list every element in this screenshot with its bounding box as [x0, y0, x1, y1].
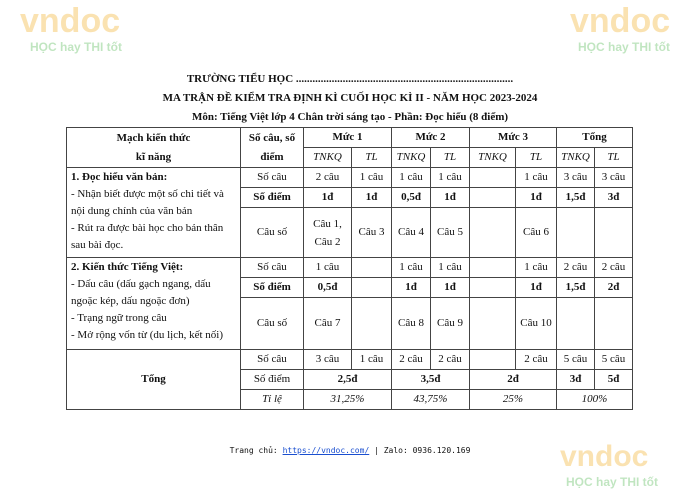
cell [557, 208, 595, 258]
cell: Câu 7 [304, 298, 352, 350]
cell: Câu 4 [392, 208, 431, 258]
header-skill-line1: Mạch kiến thức [116, 131, 191, 144]
cell: 1 câu [392, 258, 431, 278]
cell [352, 258, 392, 278]
watermark-slogan: HỌC hay THI tốt [578, 40, 670, 54]
footer-contact: | Zalo: 0936.120.169 [369, 446, 471, 455]
cell: 1đ [431, 278, 470, 298]
cell: 5đ [595, 370, 633, 390]
section1-title: 1. Đọc hiểu văn bản: [71, 171, 168, 183]
cell: 1 câu [431, 168, 470, 188]
cell: 1đ [392, 278, 431, 298]
cell: 1,5đ [557, 278, 595, 298]
table-row [67, 168, 633, 188]
cell: 0,5đ [392, 188, 431, 208]
cell [595, 298, 633, 350]
cell [470, 188, 516, 208]
cell: Số câu [241, 168, 304, 188]
header-count-line2: điểm [260, 150, 284, 163]
cell: 2 câu [304, 168, 352, 188]
cell [470, 208, 516, 258]
cell: 1 câu [392, 168, 431, 188]
watermark-logo: vndoc [570, 2, 671, 40]
header-tl: TL [595, 148, 633, 168]
cell: 0,5đ [304, 278, 352, 298]
header-total: Tổng [557, 128, 633, 148]
section1-item: - Rút ra được bài học cho bản thân sau bài đọc. [71, 222, 224, 251]
cell: Tỉ lệ [241, 390, 304, 410]
header-level3: Mức 3 [470, 128, 557, 148]
cell: Câu 3 [352, 208, 392, 258]
section2-item: - Mở rộng vốn từ (du lịch, kết nối) [71, 329, 224, 341]
cell: Số điểm [241, 278, 304, 298]
cell [470, 350, 516, 370]
cell: Câu 9 [431, 298, 470, 350]
section1-item: - Nhận biết được một số chi tiết và nội dung chính của văn bản [71, 188, 224, 217]
doc-title: MA TRẬN ĐỀ KIỂM TRA ĐỊNH KÌ CUỐI HỌC KÌ II - NĂM HỌC 2023-2024 [162, 92, 538, 104]
header-count [241, 128, 304, 168]
cell [470, 168, 516, 188]
doc-subject: Môn: Tiếng Việt lớp 4 Chân trời sáng tạo - Phần: Đọc hiểu (8 điểm) [191, 111, 509, 123]
cell: Câu 10 [516, 298, 557, 350]
cell [470, 298, 516, 350]
cell: Câu số [241, 298, 304, 350]
cell: 1 câu [352, 350, 392, 370]
cell: 1đ [516, 188, 557, 208]
header-tl: TL [431, 148, 470, 168]
cell: 1đ [516, 278, 557, 298]
section1-skills [67, 168, 241, 258]
cell: 2 câu [431, 350, 470, 370]
cell: Câu số [241, 208, 304, 258]
header-tnkq: TNKQ [557, 148, 595, 168]
cell: Câu 6 [516, 208, 557, 258]
cell: 2 câu [516, 350, 557, 370]
homepage-link[interactable]: https://vndoc.com/ [282, 446, 370, 455]
section2-item: - Dấu câu (dấu gạch ngang, dấu ngoặc kép, dấu ngoặc đơn) [71, 278, 211, 307]
school-line: TRƯỜNG TIỂU HỌC ............................................................................... [186, 73, 514, 85]
section2-skills [67, 258, 241, 350]
cell: 43,75% [392, 390, 470, 410]
header-level2: Mức 2 [392, 128, 470, 148]
cell: Số câu [241, 350, 304, 370]
cell: 3 câu [304, 350, 352, 370]
cell: 5 câu [557, 350, 595, 370]
cell: 1đ [431, 188, 470, 208]
cell: 2 câu [392, 350, 431, 370]
table-row [67, 350, 633, 370]
header-count-line1: Số câu, số [248, 131, 296, 144]
cell: Câu 8 [392, 298, 431, 350]
cell [470, 278, 516, 298]
header-level1: Mức 1 [304, 128, 392, 148]
total-label: Tổng [67, 350, 241, 410]
cell: 1,5đ [557, 188, 595, 208]
cell: 1 câu [431, 258, 470, 278]
cell [352, 298, 392, 350]
cell: 1 câu [352, 168, 392, 188]
header-tnkq: TNKQ [470, 148, 516, 168]
header-skill-line2: kĩ năng [135, 150, 172, 163]
header-tl: TL [516, 148, 557, 168]
cell: 1 câu [304, 258, 352, 278]
cell: Số điểm [241, 370, 304, 390]
cell: 2đ [470, 370, 557, 390]
cell: 3,5đ [392, 370, 470, 390]
cell: 3 câu [595, 168, 633, 188]
cell: Câu 1, Câu 2 [304, 208, 352, 258]
cell: 3 câu [557, 168, 595, 188]
cell [557, 298, 595, 350]
cell: Số điểm [241, 188, 304, 208]
cell: 31,25% [304, 390, 392, 410]
watermark-logo: vndoc [560, 440, 649, 473]
cell: 3đ [595, 188, 633, 208]
cell [595, 208, 633, 258]
cell: 2,5đ [304, 370, 392, 390]
cell: 1đ [304, 188, 352, 208]
header-tnkq: TNKQ [304, 148, 352, 168]
cell: 1đ [352, 188, 392, 208]
header-tl: TL [352, 148, 392, 168]
matrix-table [66, 127, 633, 410]
cell: 100% [557, 390, 633, 410]
footer-label: Trang chủ: [229, 446, 283, 455]
cell [352, 278, 392, 298]
cell [470, 258, 516, 278]
section2-item: - Trạng ngữ trong câu [71, 312, 167, 324]
header-skill [67, 128, 241, 168]
watermark-slogan: HỌC hay THI tốt [30, 40, 122, 54]
cell: 2 câu [595, 258, 633, 278]
cell: 1 câu [516, 168, 557, 188]
cell: 2đ [595, 278, 633, 298]
cell: 2 câu [557, 258, 595, 278]
cell: 5 câu [595, 350, 633, 370]
cell: Số câu [241, 258, 304, 278]
cell: 25% [470, 390, 557, 410]
table-row [67, 258, 633, 278]
header-tnkq: TNKQ [392, 148, 431, 168]
footer [0, 446, 700, 455]
section2-title: 2. Kiến thức Tiếng Việt: [71, 261, 184, 273]
cell: Câu 5 [431, 208, 470, 258]
watermark-logo: vndoc [20, 2, 121, 40]
cell: 1 câu [516, 258, 557, 278]
cell: 3đ [557, 370, 595, 390]
watermark-slogan: HỌC hay THI tốt [566, 475, 658, 489]
